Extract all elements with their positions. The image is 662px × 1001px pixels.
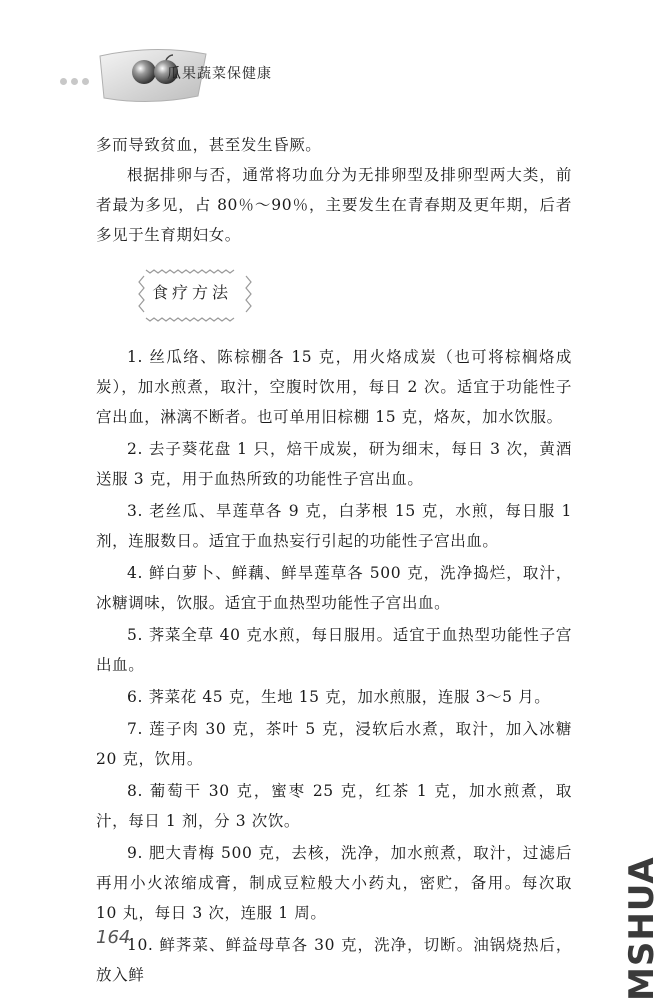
list-item: 2. 去子葵花盘 1 只，焙干成炭，研为细末，每日 3 次，黄酒送服 3 克，用于血热所致的功能性子宫出血。 <box>96 440 572 488</box>
list-item: 4. 鲜白萝卜、鲜藕、鲜旱莲草各 500 克，洗净捣烂，取汁，冰糖调味，饮服。适宜于血热型功能性子宫出血。 <box>96 564 572 612</box>
page-number: 164 <box>96 927 131 948</box>
list-item: 1. 丝瓜络、陈棕棚各 15 克，用火烙成炭（也可将棕榈烙成炭），加水煎煮，取汁，空腹时饮用，每日 2 次。适宜于功能性子宫出血，淋漓不断者。也可单用旧棕棚 15 克，烙灰，加水饮服。 <box>96 348 572 426</box>
intro-continuation: 多而导致贫血，甚至发生昏厥。 <box>96 136 322 154</box>
remedy-list <box>96 342 572 990</box>
running-header-title: 瓜果蔬菜保健康 <box>167 66 272 82</box>
list-item: 8. 葡萄干 30 克，蜜枣 25 克，红茶 1 克，加水煎煮，取汁，每日 1 剂，分 3 次饮。 <box>96 782 572 830</box>
section-heading <box>134 264 264 324</box>
list-item: 10. 鲜荠菜、鲜益母草各 30 克，洗净，切断。油锅烧热后，放入鲜 <box>96 936 572 984</box>
list-item: 7. 莲子肉 30 克，茶叶 5 克，浸软后水煮，取汁，加入冰糖 20 克，饮用。 <box>96 720 572 768</box>
page-body <box>96 130 572 992</box>
intro-paragraph: 根据排卵与否，通常将功血分为无排卵型及排卵型两大类，前者最为多见，占 80％～90％，主要发生在青春期及更年期，后者多见于生育期妇女。 <box>96 166 572 244</box>
list-item: 6. 荠菜花 45 克，生地 15 克，加水煎服，连服 3～5 月。 <box>127 688 551 706</box>
running-header <box>60 46 360 106</box>
watermark: MSHUA <box>622 856 662 1001</box>
list-item: 5. 荠菜全草 40 克水煎，每日服用。适宜于血热型功能性子宫出血。 <box>96 626 572 674</box>
list-item: 9. 肥大青梅 500 克，去核，洗净，加水煎煮，取汁，过滤后再用小火浓缩成膏，制成豆粒般大小药丸，密贮，备用。每次取 10 丸，每日 3 次，连服 1 周。 <box>96 844 572 922</box>
list-item: 3. 老丝瓜、旱莲草各 9 克，白茅根 15 克，水煎，每日服 1 剂，连服数日。适宜于血热妄行引起的功能性子宫出血。 <box>96 502 572 550</box>
section-title: 食疗方法 <box>152 283 233 302</box>
header-dots <box>60 70 93 89</box>
